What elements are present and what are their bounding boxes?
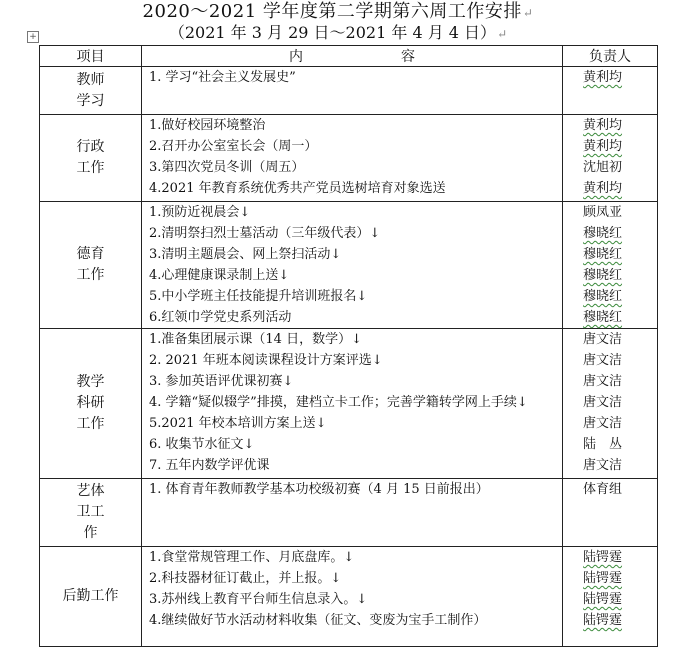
owner-name: 穆晓红 bbox=[583, 310, 623, 325]
table-row bbox=[40, 202, 658, 329]
task-item: 5.中小学班主任技能提升培训班报名↓ bbox=[149, 289, 368, 304]
task-item: 3.第四次党员冬训（周五） bbox=[149, 160, 305, 175]
owner-name: 沈旭初 bbox=[583, 160, 623, 175]
owner-name: 黄利均 bbox=[583, 118, 623, 133]
owner-name: 唐文洁 bbox=[583, 458, 623, 473]
owner-name: 体育组 bbox=[583, 482, 623, 497]
task-item: 1.做好校园环境整治 bbox=[149, 118, 266, 133]
owner-cell bbox=[563, 115, 658, 202]
table-row bbox=[40, 115, 658, 202]
category-line: 后勤工作 bbox=[62, 588, 119, 604]
header-content: 内 容 bbox=[142, 46, 563, 67]
task-item: 1.预防近视晨会↓ bbox=[149, 205, 251, 220]
table-header-row bbox=[40, 46, 658, 67]
task-item: 1.准备集团展示课（14 日，数学）↓ bbox=[149, 332, 362, 347]
owner-name: 穆晓红 bbox=[583, 247, 623, 262]
category-line: 科研 bbox=[76, 395, 105, 411]
paragraph-mark: ↵ bbox=[497, 27, 508, 41]
owner-name: 黄利均 bbox=[583, 70, 623, 85]
category-line: 行政 bbox=[76, 139, 105, 155]
category-cell bbox=[40, 547, 142, 647]
table-row bbox=[40, 329, 658, 479]
task-item: 7. 五年内数学评优课 bbox=[149, 458, 270, 473]
owner-line bbox=[563, 178, 657, 199]
category-line: 卫工 bbox=[76, 504, 105, 520]
owner-line bbox=[563, 157, 657, 178]
owner-name: 顾凤亚 bbox=[583, 205, 623, 220]
header-project: 项目 bbox=[40, 46, 142, 67]
category-line: 教师 bbox=[76, 71, 105, 88]
owner-name: 穆晓红 bbox=[583, 268, 623, 283]
owner-line bbox=[563, 568, 657, 589]
owner-name: 唐文洁 bbox=[583, 374, 623, 389]
owner-line bbox=[563, 350, 657, 371]
owner-name: 唐文洁 bbox=[583, 353, 623, 368]
owner-line bbox=[563, 136, 657, 157]
category-line: 工作 bbox=[76, 160, 105, 176]
owner-line bbox=[563, 286, 657, 307]
content-cell bbox=[142, 547, 563, 647]
content-cell bbox=[142, 479, 563, 547]
task-item: 1. 体育青年教师教学基本功校级初赛（4 月 15 日前报出） bbox=[149, 482, 489, 497]
category-label bbox=[91, 435, 92, 436]
owner-line bbox=[563, 223, 657, 244]
content-cell bbox=[142, 202, 563, 329]
owner-cell bbox=[563, 479, 658, 547]
owner-name: 陆锷霆 bbox=[583, 550, 623, 565]
category-cell bbox=[40, 202, 142, 329]
owner-line bbox=[563, 392, 657, 413]
category-cell bbox=[40, 115, 142, 202]
owner-name: 陆锷霆 bbox=[583, 571, 623, 586]
task-item: 1. 学习“社会主义发展史” bbox=[149, 70, 296, 85]
category-line: 工作 bbox=[76, 267, 105, 283]
owner-name: 唐文洁 bbox=[583, 332, 623, 347]
owner-name: 唐文洁 bbox=[583, 395, 623, 410]
owner-name: 陆锷霆 bbox=[583, 592, 623, 607]
owner-line bbox=[563, 115, 657, 136]
owner-line bbox=[563, 371, 657, 392]
owner-name: 陆锷霆 bbox=[583, 613, 623, 628]
task-item: 6. 收集节水征文↓ bbox=[149, 437, 255, 452]
owner-cell bbox=[563, 202, 658, 329]
category-label bbox=[91, 607, 92, 608]
task-item: 1.食堂常规管理工作、月底盘库。↓ bbox=[149, 550, 355, 565]
task-item: 4.2021 年教育系统优秀共产党员选树培育对象选送 bbox=[149, 181, 446, 196]
paragraph-mark: ↵ bbox=[522, 6, 534, 20]
owner-cell bbox=[563, 329, 658, 479]
owner-line bbox=[563, 202, 657, 223]
task-item: 3.清明主题晨会、网上祭扫活动↓ bbox=[149, 247, 342, 262]
table-row bbox=[40, 479, 658, 547]
content-cell bbox=[142, 67, 563, 115]
owner-line bbox=[563, 547, 657, 568]
table-row bbox=[40, 547, 658, 647]
category-line: 教学 bbox=[76, 374, 105, 390]
owner-line bbox=[563, 479, 657, 500]
owner-line bbox=[563, 455, 657, 476]
owner-name: 唐文洁 bbox=[583, 416, 623, 431]
owner-line bbox=[563, 589, 657, 610]
page-title: 2020～2021 学年度第二学期第六周工作安排↵ bbox=[142, 1, 534, 22]
category-label bbox=[91, 112, 92, 113]
owner-name: 黄利均 bbox=[583, 139, 623, 154]
content-cell bbox=[142, 329, 563, 479]
category-cell bbox=[40, 329, 142, 479]
schedule-table bbox=[39, 45, 658, 647]
task-item: 6.红领巾学党史系列活动 bbox=[149, 310, 292, 325]
task-item: 2.科技器材征订截止，并上报。↓ bbox=[149, 571, 342, 586]
owner-name: 穆晓红 bbox=[583, 289, 623, 304]
owner-cell bbox=[563, 67, 658, 115]
category-line: 工作 bbox=[76, 416, 105, 432]
content-cell bbox=[142, 115, 563, 202]
category-cell bbox=[40, 479, 142, 547]
owner-line bbox=[563, 307, 657, 328]
task-item: 2. 2021 年班本阅读课程设计方案评选↓ bbox=[149, 353, 383, 368]
category-line: 学习 bbox=[76, 92, 105, 109]
task-item: 3.苏州线上教育平台师生信息录入。↓ bbox=[149, 592, 368, 607]
owner-line bbox=[563, 329, 657, 350]
category-line: 德育 bbox=[76, 246, 105, 262]
owner-name: 陆 丛 bbox=[583, 437, 623, 452]
task-item: 5.2021 年校本培训方案上送↓ bbox=[149, 416, 327, 431]
header-owner: 负责人 bbox=[563, 46, 658, 67]
owner-line bbox=[563, 434, 657, 455]
task-item: 4.心理健康课录制上送↓ bbox=[149, 268, 290, 283]
task-item: 2.清明祭扫烈士墓活动（三年级代表）↓ bbox=[149, 226, 381, 241]
table-move-handle-icon[interactable]: + bbox=[27, 31, 39, 43]
owner-line bbox=[563, 67, 657, 88]
owner-cell bbox=[563, 547, 658, 647]
category-label bbox=[91, 179, 92, 180]
table-row bbox=[40, 67, 658, 115]
owner-name: 黄利均 bbox=[583, 181, 623, 196]
task-item: 2.召开办公室室长会（周一） bbox=[149, 139, 318, 154]
category-label bbox=[91, 286, 92, 287]
owner-line bbox=[563, 610, 657, 631]
task-item: 3. 参加英语评优课初赛↓ bbox=[149, 374, 294, 389]
owner-line bbox=[563, 244, 657, 265]
task-item: 4. 学籍“疑似辍学”排摸，建档立卡工作；完善学籍转学网上手续↓ bbox=[149, 395, 528, 410]
category-label bbox=[91, 544, 92, 545]
page-subtitle: （2021 年 3 月 29 日～2021 年 4 月 4 日）↵ bbox=[168, 23, 508, 42]
category-cell bbox=[40, 67, 142, 115]
owner-name: 穆晓红 bbox=[583, 226, 623, 241]
category-line: 艺体 bbox=[76, 483, 105, 499]
owner-line bbox=[563, 413, 657, 434]
owner-line bbox=[563, 265, 657, 286]
category-line: 作 bbox=[83, 525, 98, 541]
task-item: 4.继续做好节水活动材料收集（征文、变废为宝手工制作） bbox=[149, 613, 487, 628]
